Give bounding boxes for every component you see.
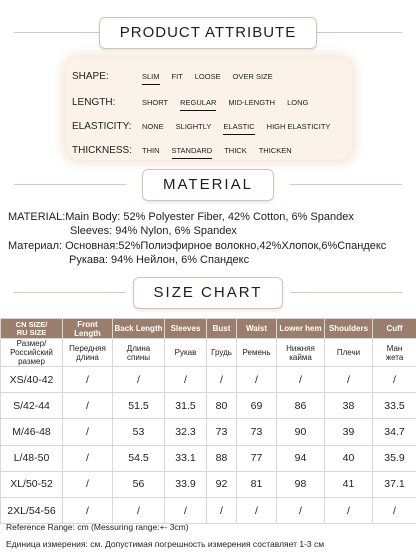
table-cell: 39 [325, 419, 373, 445]
attribute-row [72, 116, 342, 132]
table-cell: XL/50-52 [1, 471, 63, 497]
product-attribute-title: PRODUCT ATTRIBUTE [99, 17, 317, 49]
table-cell: 73 [207, 419, 237, 445]
table-cell: 35.9 [373, 445, 416, 471]
attribute-label: SHAPE: [72, 71, 109, 82]
table-cell: Рукав [165, 339, 207, 367]
table-cell: 34.7 [373, 419, 416, 445]
attribute-label: ELASTICITY: [72, 121, 132, 132]
size-chart-table [0, 318, 416, 524]
table-cell: / [113, 367, 165, 393]
attribute-option: OVER SIZE [232, 72, 273, 81]
product-attribute-heading [0, 16, 416, 50]
table-cell: 77 [237, 445, 277, 471]
table-cell: 32.3 [165, 419, 207, 445]
table-cell: 80 [207, 393, 237, 419]
table-cell: Shoulders [325, 319, 373, 339]
attribute-row [72, 66, 285, 82]
table-cell: 56 [113, 471, 165, 497]
table-cell: / [63, 393, 113, 419]
material-line-sleeves: Sleeves: 94% Nylon, 6% Spandex [70, 225, 237, 237]
table-cell: 81 [237, 471, 277, 497]
material-line-main: MATERIAL:Main Body: 52% Polyester Fiber, 42% Cotton, 6% Spandex [8, 211, 354, 223]
table-row [1, 445, 416, 471]
table-cell: Front Length [63, 319, 113, 339]
table-cell: Sleeves [165, 319, 207, 339]
material-line-ru-sleeves: Рукава: 94% Нейлон, 6% Спандекс [69, 254, 250, 266]
table-cell: 33.1 [165, 445, 207, 471]
divider-right [290, 292, 402, 293]
table-cell: Bust [207, 319, 237, 339]
table-cell: / [373, 367, 416, 393]
table-cell: / [207, 367, 237, 393]
table-cell: Waist [237, 319, 277, 339]
table-row [1, 497, 416, 523]
table-cell: S/42-44 [1, 393, 63, 419]
attribute-option: SLIGHTLY [175, 122, 212, 131]
table-cell: Размер/ Российский размер [1, 339, 63, 367]
table-cell: Длина спины [113, 339, 165, 367]
table-cell: 33.5 [373, 393, 416, 419]
table-cell: Нижняя кайма [277, 339, 325, 367]
table-row [1, 339, 416, 367]
table-cell: 69 [237, 393, 277, 419]
attribute-option: LOOSE [194, 72, 221, 81]
table-cell: 92 [207, 471, 237, 497]
attribute-option-selected: STANDARD [171, 146, 213, 155]
table-cell: Back Length [113, 319, 165, 339]
attribute-option: SHORT [142, 98, 169, 107]
divider-right [290, 184, 402, 185]
attribute-row [72, 140, 304, 156]
table-cell: Ман жета [373, 339, 416, 367]
table-cell: 54.5 [113, 445, 165, 471]
attribute-option: THICK [224, 146, 247, 155]
table-cell: 41 [325, 471, 373, 497]
table-cell: 2XL/54-56 [1, 497, 63, 523]
attribute-label: THICKNESS: [72, 145, 133, 156]
reference-range-note-ru: Единица измерения: см. Допустимая погрешность измерения составляет 1-3 см [6, 539, 325, 549]
table-cell: Передняя длина [63, 339, 113, 367]
table-cell: 86 [277, 393, 325, 419]
attribute-option-selected: SLIM [142, 72, 160, 81]
attribute-option: THIN [142, 146, 160, 155]
divider-left [14, 184, 126, 185]
table-cell: 88 [207, 445, 237, 471]
table-cell: M/46-48 [1, 419, 63, 445]
table-cell: / [63, 445, 113, 471]
table-cell: 98 [277, 471, 325, 497]
reference-range-note: Reference Range: cm (Messuring range:+- 3cm) [6, 522, 189, 532]
table-cell: 90 [277, 419, 325, 445]
material-title: MATERIAL [142, 169, 274, 201]
attribute-option: MID-LENGTH [228, 98, 276, 107]
table-cell: / [237, 497, 277, 523]
attribute-option: FIT [171, 72, 183, 81]
attribute-panel [66, 58, 352, 160]
material-heading [0, 168, 416, 202]
table-cell: 38 [325, 393, 373, 419]
table-cell: Cuff [373, 319, 416, 339]
table-cell: / [165, 497, 207, 523]
attribute-option: HIGH ELASTICITY [266, 122, 331, 131]
table-cell: 37.1 [373, 471, 416, 497]
material-line-ru-main: Материал: Основная:52%Полиэфирное волокно,42%Хлопок,6%Спандекс [8, 240, 387, 252]
size-chart-title: SIZE CHART [133, 277, 284, 309]
table-cell: 33.9 [165, 471, 207, 497]
table-cell: Грудь [207, 339, 237, 367]
table-row [1, 419, 416, 445]
table-cell: / [325, 367, 373, 393]
table-cell: 40 [325, 445, 373, 471]
attribute-option-selected: ELASTIC [223, 122, 255, 131]
divider-left [14, 292, 126, 293]
table-cell: 53 [113, 419, 165, 445]
table-cell: / [325, 497, 373, 523]
attribute-label: LENGTH: [72, 97, 116, 108]
table-cell: 73 [237, 419, 277, 445]
table-row [1, 471, 416, 497]
table-cell: 94 [277, 445, 325, 471]
size-chart-heading [0, 276, 416, 310]
table-cell: / [277, 497, 325, 523]
table-cell: Плечи [325, 339, 373, 367]
table-cell: / [165, 367, 207, 393]
table-cell: 31.5 [165, 393, 207, 419]
attribute-row [72, 92, 320, 108]
table-cell: / [373, 497, 416, 523]
table-row [1, 319, 416, 339]
attribute-option-selected: REGULAR [180, 98, 217, 107]
table-cell: CN SIZE/ RU SIZE [1, 319, 63, 339]
table-cell: / [113, 497, 165, 523]
table-cell: L/48-50 [1, 445, 63, 471]
attribute-option: NONE [142, 122, 164, 131]
table-cell: / [63, 497, 113, 523]
table-row [1, 367, 416, 393]
table-cell: / [237, 367, 277, 393]
table-cell: / [63, 419, 113, 445]
attribute-option: LONG [287, 98, 309, 107]
table-cell: / [63, 367, 113, 393]
attribute-option: THICKEN [258, 146, 292, 155]
table-cell: Lower hem [277, 319, 325, 339]
table-cell: XS/40-42 [1, 367, 63, 393]
table-cell: Ремень [237, 339, 277, 367]
table-cell: / [63, 471, 113, 497]
table-cell: 51.5 [113, 393, 165, 419]
table-row [1, 393, 416, 419]
table-cell: / [277, 367, 325, 393]
table-cell: / [207, 497, 237, 523]
